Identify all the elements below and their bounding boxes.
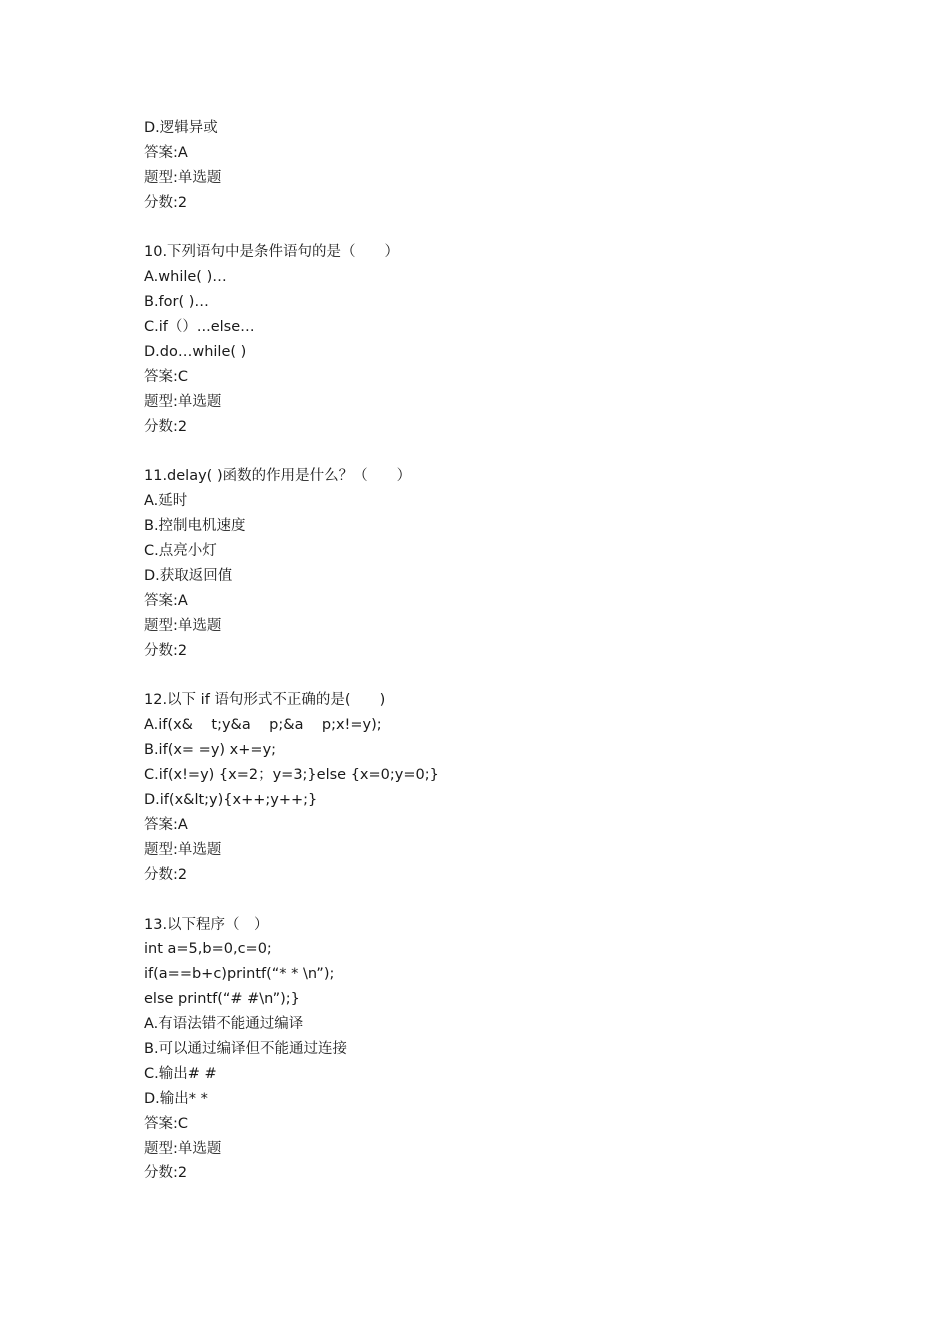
question-11-option-c: C.点亮小灯 <box>144 543 217 560</box>
question-13-code-line: int a=5,b=0,c=0; <box>144 941 272 958</box>
question-13-option-b: B.可以通过编译但不能通过连接 <box>144 1040 348 1057</box>
question-11-option-a: A.延时 <box>144 493 188 510</box>
question-12-option-a: A.if(x& t;y&a p;&a p;x!=y); <box>144 717 382 734</box>
question-11-option-d: D.获取返回值 <box>144 568 233 585</box>
question-10-option-d: D.do…while( ) <box>144 344 247 361</box>
question-11-score: 分数:2 <box>144 642 188 659</box>
question-12-stem: 12.以下 if 语句形式不正确的是( ) <box>144 692 386 709</box>
question-12-option-c: C.if(x!=y) {x=2；y=3;}else {x=0;y=0;} <box>144 767 439 784</box>
prev-option-d: D.逻辑异或 <box>144 120 218 136</box>
question-11-stem: 11.delay( )函数的作用是什么？（ ） <box>144 468 412 485</box>
question-11-option-b: B.控制电机速度 <box>144 518 246 535</box>
question-13-type: 题型:单选题 <box>144 1140 222 1157</box>
question-10-option-a: A.while( )… <box>144 269 227 286</box>
question-13-option-a: A.有语法错不能通过编译 <box>144 1016 304 1033</box>
question-11-answer: 答案:A <box>144 592 188 609</box>
spacer <box>144 216 864 241</box>
question-13-score: 分数:2 <box>144 1165 188 1182</box>
question-13-option-c: C.输出# # <box>144 1065 217 1082</box>
question-12-type: 题型:单选题 <box>144 841 222 858</box>
question-13-code-line: else printf(“# #\n”);} <box>144 991 300 1008</box>
question-13-answer: 答案:C <box>144 1115 189 1132</box>
question-10-answer: 答案:C <box>144 368 189 385</box>
question-11-type: 题型:单选题 <box>144 617 222 634</box>
prev-question-type: 题型:单选题 <box>144 169 222 186</box>
prev-answer: 答案:A <box>144 144 188 161</box>
question-10-score: 分数:2 <box>144 418 188 435</box>
question-13-code-line: if(a==b+c)printf(“* * \n”); <box>144 966 335 983</box>
question-10-stem: 10.下列语句中是条件语句的是（ ） <box>144 244 400 261</box>
document-page <box>144 116 864 1186</box>
question-13-stem: 13.以下程序（ ） <box>144 916 269 933</box>
question-10-type: 题型:单选题 <box>144 393 222 410</box>
spacer <box>144 664 864 689</box>
question-12-option-d: D.if(x&lt;y){x++;y++;} <box>144 792 318 809</box>
question-12-option-b: B.if(x= =y) x+=y; <box>144 742 277 759</box>
question-12-answer: 答案:A <box>144 816 188 833</box>
question-10-option-b: B.for( )… <box>144 294 209 311</box>
spacer <box>144 440 864 465</box>
question-12-score: 分数:2 <box>144 866 188 883</box>
spacer <box>144 888 864 913</box>
question-10-option-c: C.if（）...else… <box>144 319 255 336</box>
prev-score: 分数:2 <box>144 194 188 211</box>
question-13-option-d: D.输出* * <box>144 1090 208 1107</box>
